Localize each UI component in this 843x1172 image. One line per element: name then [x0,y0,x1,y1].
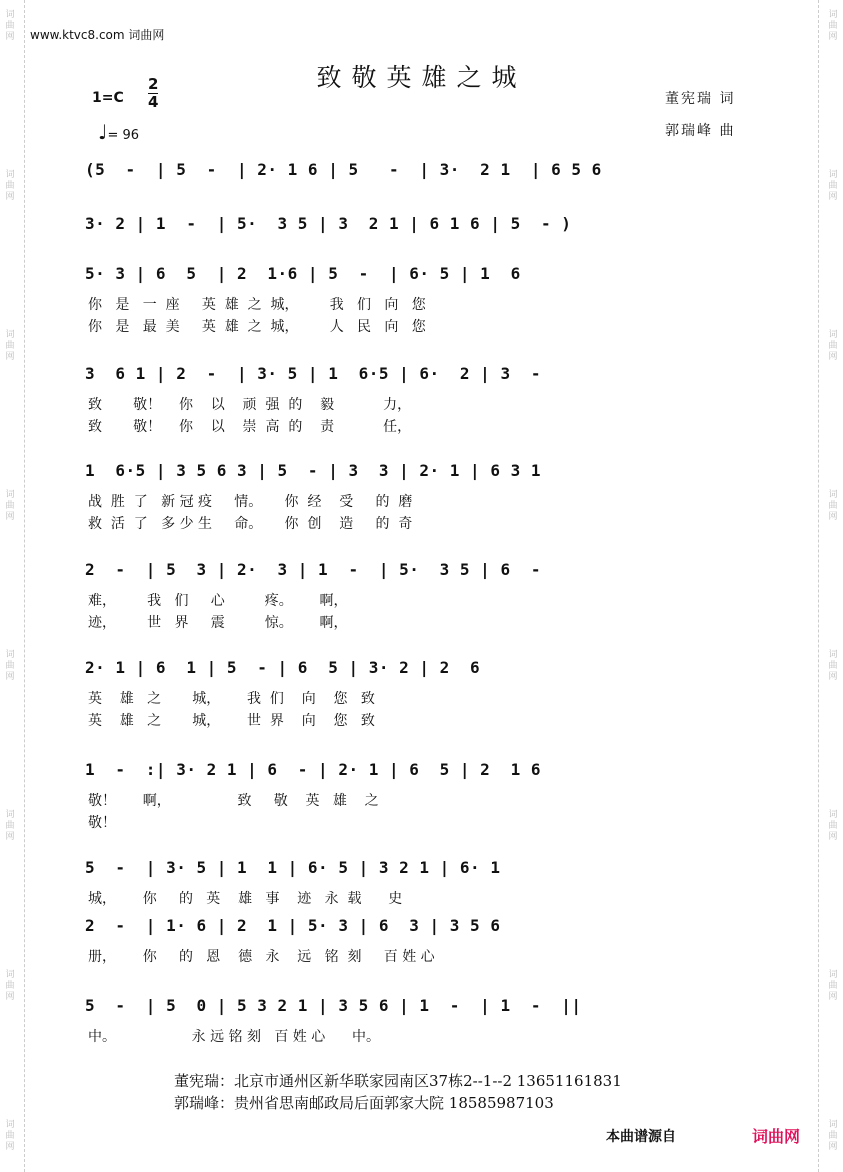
side-watermark: 词曲网 [828,1120,838,1152]
lyricist-credit: 董宪瑞 词 [665,91,736,107]
lyric-line: 敬！ [88,815,116,831]
notation-text: 2 - | 1· 6 | 2 1 | 5· 3 | 6 3 | 3 5 6 [85,916,501,935]
side-watermark: 词曲网 [5,1120,15,1152]
side-watermark: 词曲网 [5,170,15,202]
lyric-line: 致 敬！ 你 以 崇 高 的 责 任， [88,419,412,435]
notation-line [85,208,757,238]
side-watermark: 词曲网 [5,10,15,42]
right-watermark-strip [818,0,843,1172]
quarter-note-icon: ♩ [98,120,108,144]
lyric-line: 战 胜 了 新 冠 疫 情。 你 经 受 的 磨 [88,494,413,510]
side-watermark: 词曲网 [828,810,838,842]
notation-line [85,910,757,940]
side-watermark: 词曲网 [828,490,838,522]
lyric-line: 难， 我 们 心 疼。 啊， [88,593,348,609]
notation-text: 2· 1 | 6 1 | 5 - | 6 5 | 3· 2 | 2 6 [85,658,481,677]
footer-address-2: 郭瑞峰：贵州省思南邮政局后面郭家大院 18585987103 [174,1094,554,1112]
lyric-line: 救 活 了 多 少 生 命。 你 创 造 的 奇 [88,516,413,532]
lyric-line: 敬！ 啊， 致 敬 英 雄 之 [88,793,379,809]
footer-address-1: 董宪瑞：北京市通州区新华联家园南区37栋2--1--2 13651161831 [174,1072,622,1090]
song-title: 致敬英雄之城 [316,63,527,92]
notation-text: 5 - | 5 0 | 5 3 2 1 | 3 5 6 | 1 - | 1 - || [85,996,582,1015]
notation-text: 3 6 1 | 2 - | 3· 5 | 1 6·5 | 6· 2 | 3 - [85,364,541,383]
lyric-line: 城， 你 的 英 雄 事 迹 永 载 史 [88,891,403,907]
side-watermark: 词曲网 [5,650,15,682]
side-watermark: 词曲网 [828,330,838,362]
notation-line [85,358,757,388]
side-watermark: 词曲网 [828,650,838,682]
lyric-line: 你 是 最 美 英 雄 之 城， 人 民 向 您 [88,319,426,335]
notation-line [85,154,757,184]
side-watermark: 词曲网 [5,810,15,842]
tempo-value: = 96 [107,128,140,143]
notation-text: 2 - | 5 3 | 2· 3 | 1 - | 5· 3 5 | 6 - [85,560,541,579]
notation-line [85,754,757,784]
lyric-line: 你 是 一 座 英 雄 之 城， 我 们 向 您 [88,297,426,313]
time-sig-top: 2 [148,75,159,93]
notation-line [85,990,757,1020]
notation-line [85,852,757,882]
side-watermark: 词曲网 [828,170,838,202]
notation-text: 1 6·5 | 3 5 6 3 | 5 - | 3 3 | 2· 1 | 6 3 1 [85,461,541,480]
notation-text: 5 - | 3· 5 | 1 1 | 6· 5 | 3 2 1 | 6· 1 [85,858,501,877]
notation-line [85,455,757,485]
left-watermark-strip [0,0,25,1172]
lyric-line: 致 敬！ 你 以 顽 强 的 毅 力， [88,397,412,413]
time-sig-bottom: 4 [148,93,159,111]
lyric-line: 迹， 世 界 震 惊。 啊， [88,615,348,631]
side-watermark: 词曲网 [5,970,15,1002]
lyric-line: 英 雄 之 城， 世 界 向 您 致 [88,713,375,729]
tempo-marking [98,120,139,144]
time-signature [148,76,158,110]
notation-text: 3· 2 | 1 - | 5· 3 5 | 3 2 1 | 6 1 6 | 5 - ) [85,214,572,233]
notation-text: (5 - | 5 - | 2· 1 6 | 5 - | 3· 2 1 | 6 5 6 [85,160,602,179]
side-watermark: 词曲网 [828,970,838,1002]
side-watermark: 词曲网 [5,330,15,362]
lyric-line: 英 雄 之 城， 我 们 向 您 致 [88,691,375,707]
side-watermark: 词曲网 [5,490,15,522]
lyric-line: 中。 永 远 铭 刻 百 姓 心 中。 [88,1029,380,1045]
notation-line [85,554,757,584]
source-label: 本曲谱源自 [606,1129,676,1145]
notation-line [85,652,757,682]
side-watermark: 词曲网 [828,10,838,42]
notation-line [85,258,757,288]
lyric-line: 册， 你 的 恩 德 永 远 铭 刻 百 姓 心 [88,949,435,965]
notation-text: 5· 3 | 6 5 | 2 1·6 | 5 - | 6· 5 | 1 6 [85,264,521,283]
key-signature: 1=C [92,90,124,106]
site-url[interactable]: www.ktvc8.com 词曲网 [30,28,165,42]
notation-text: 1 - :| 3· 2 1 | 6 - | 2· 1 | 6 5 | 2 1 6 [85,760,541,779]
brand-logo[interactable]: 词曲网 [752,1127,801,1146]
composer-credit: 郭瑞峰 曲 [665,123,736,139]
